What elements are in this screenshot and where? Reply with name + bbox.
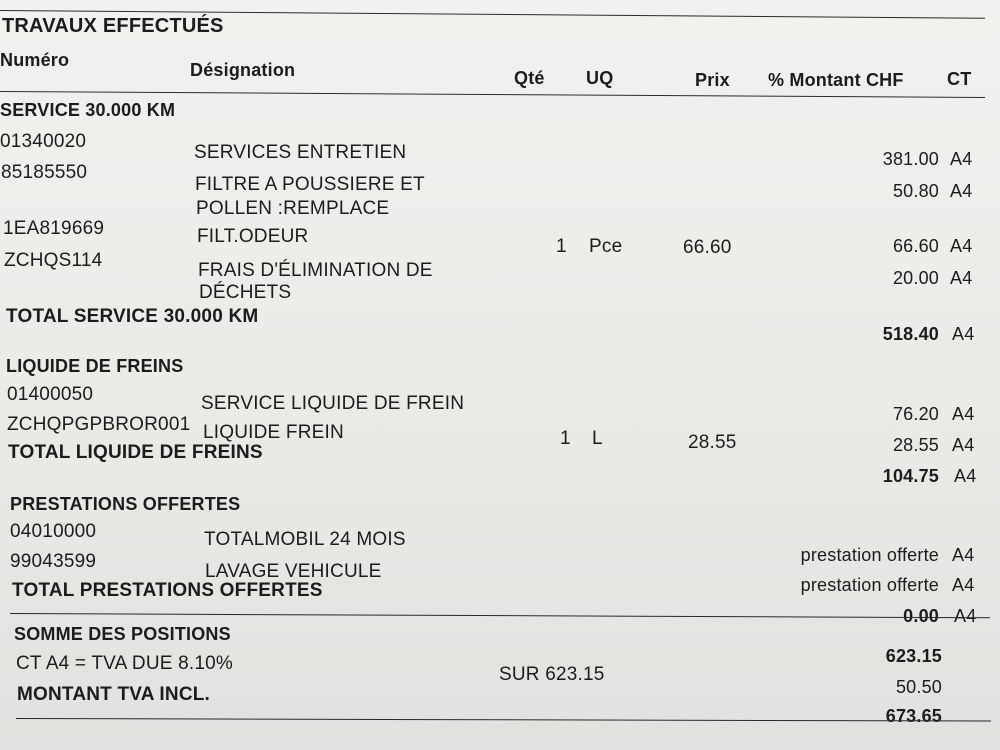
total-incl-amount: 673.65 (885, 706, 942, 726)
header-qte: Qté (514, 68, 545, 88)
header-montant: % Montant CHF (768, 70, 904, 90)
total-incl-label: MONTANT TVA INCL. (17, 684, 211, 705)
item-number: 1EA819669 (3, 218, 105, 239)
item-amount: 28.55 (892, 435, 939, 455)
item-number: 01400050 (7, 384, 94, 405)
item-number: 01340020 (0, 131, 87, 152)
item-price: 28.55 (688, 432, 737, 453)
vat-label: CT A4 = TVA DUE 8.10% (16, 653, 234, 674)
bottom-rule (16, 718, 991, 722)
section-total-label: TOTAL SERVICE 30.000 KM (6, 306, 259, 327)
header-uq: UQ (586, 68, 614, 88)
section-total-ct: A4 (952, 324, 975, 344)
item-designation: FILT.ODEUR (197, 226, 309, 247)
item-number: 04010000 (10, 521, 97, 542)
item-amount: prestation offerte (800, 545, 939, 565)
item-ct: A4 (950, 181, 973, 201)
vat-base: SUR 623.15 (499, 664, 605, 685)
header-numero: Numéro (0, 50, 70, 70)
item-designation: LIQUIDE FREIN (203, 422, 344, 443)
section-total-amount: 518.40 (882, 324, 939, 344)
item-number: 85185550 (1, 162, 88, 183)
item-amount: 20.00 (892, 268, 939, 288)
item-qty: 1 (560, 428, 571, 449)
item-amount: 76.20 (892, 404, 939, 424)
item-ct: A4 (950, 268, 973, 288)
sum-positions-amount: 623.15 (885, 646, 942, 666)
item-ct: A4 (952, 545, 975, 565)
item-price: 66.60 (683, 237, 732, 258)
section-total-ct: A4 (954, 466, 977, 486)
item-unit: L (592, 428, 603, 449)
sum-positions-label: SOMME DES POSITIONS (14, 624, 231, 644)
item-amount: prestation offerte (800, 575, 939, 595)
item-number: 99043599 (10, 551, 97, 572)
section-total-amount: 0.00 (903, 606, 939, 626)
section-total-label: TOTAL PRESTATIONS OFFERTES (12, 580, 323, 601)
item-number: ZCHQPGPBROR001 (7, 414, 191, 435)
section-total-label: TOTAL LIQUIDE DE FREINS (8, 442, 263, 463)
vat-amount: 50.50 (895, 677, 942, 697)
item-ct: A4 (952, 404, 975, 424)
item-designation: SERVICE LIQUIDE DE FREIN (201, 393, 465, 414)
item-designation: SERVICES ENTRETIEN (194, 142, 407, 163)
item-qty: 1 (556, 236, 567, 257)
item-ct: A4 (952, 435, 975, 455)
item-amount: 50.80 (892, 181, 939, 201)
page-title: TRAVAUX EFFECTUÉS (2, 15, 224, 37)
item-designation-cont: DÉCHETS (199, 282, 292, 303)
item-designation-cont: POLLEN :REMPLACE (196, 198, 390, 219)
section-total-ct: A4 (954, 606, 977, 626)
item-amount: 381.00 (882, 149, 939, 169)
item-designation: FRAIS D'ÉLIMINATION DE (198, 260, 433, 281)
item-designation: TOTALMOBIL 24 MOIS (204, 529, 406, 550)
section-heading: SERVICE 30.000 KM (0, 100, 176, 120)
header-prix: Prix (695, 70, 730, 90)
header-designation: Désignation (190, 60, 296, 80)
item-designation: LAVAGE VEHICULE (205, 561, 382, 582)
section-heading: LIQUIDE DE FREINS (6, 356, 184, 376)
item-unit: Pce (589, 236, 623, 257)
header-ct: CT (947, 69, 972, 89)
item-amount: 66.60 (892, 236, 939, 256)
section-heading: PRESTATIONS OFFERTES (10, 494, 241, 514)
item-ct: A4 (952, 575, 975, 595)
item-ct: A4 (950, 236, 973, 256)
item-ct: A4 (950, 149, 973, 169)
header-rule (0, 91, 985, 98)
summary-rule (10, 613, 990, 618)
section-total-amount: 104.75 (882, 466, 939, 486)
item-number: ZCHQS114 (4, 250, 103, 271)
item-designation: FILTRE A POUSSIERE ET (195, 174, 425, 195)
